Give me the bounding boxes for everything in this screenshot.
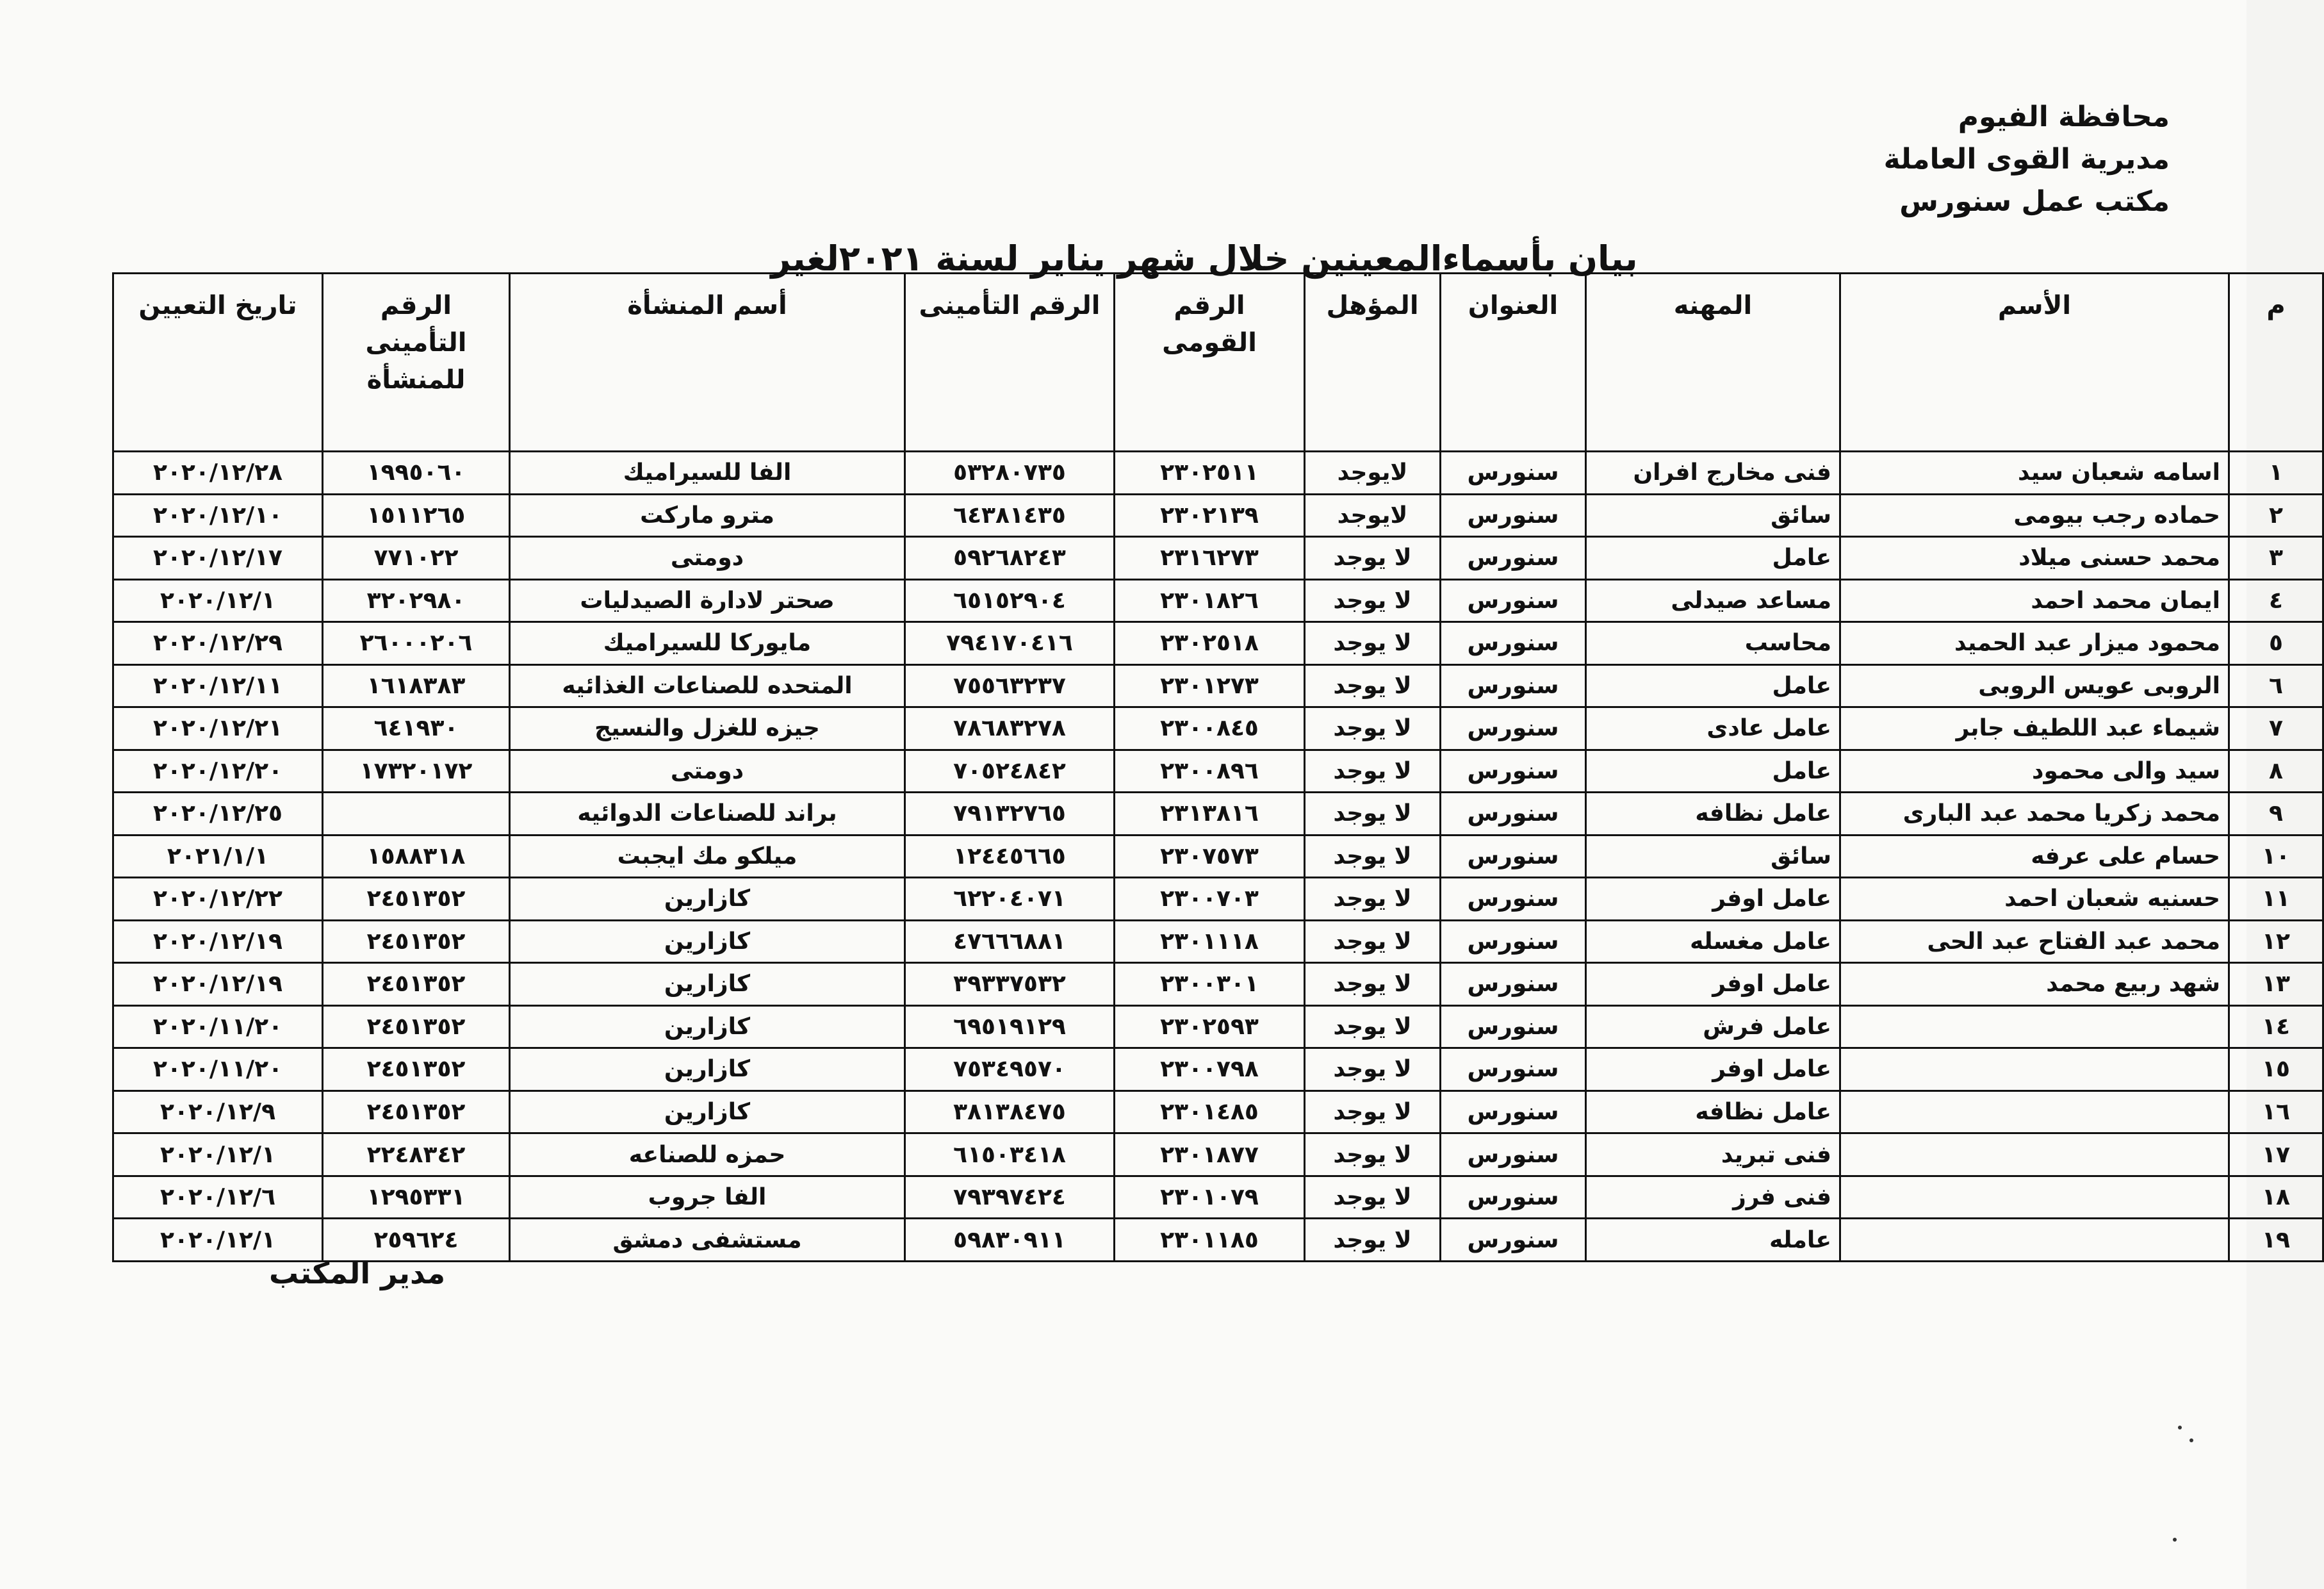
cell-num: ٩ — [2229, 793, 2323, 836]
cell-insurance-no: ٥٩٢٦٨٢٤٣ — [905, 537, 1115, 580]
cell-address: سنورس — [1441, 1048, 1586, 1091]
cell-job: عامل — [1586, 750, 1840, 793]
cell-qualification: لا يوجد — [1305, 1048, 1441, 1091]
col-header-firm-insurance: الرقم التأمينى للمنشأة — [323, 274, 510, 452]
cell-name — [1840, 1091, 2229, 1133]
table-row — [113, 664, 2323, 707]
cell-firm: كازارين — [510, 878, 905, 921]
cell-national-id: ٢٣١٣٨١٦ — [1115, 793, 1305, 836]
cell-address: سنورس — [1441, 878, 1586, 921]
cell-qualification: لا يوجد — [1305, 793, 1441, 836]
cell-hire-date: ٢٠٢٠/١١/٢٠ — [113, 1005, 323, 1048]
cell-hire-date: ٢٠٢٠/١٢/١٩ — [113, 920, 323, 963]
scan-speck — [2189, 1438, 2193, 1442]
cell-address: سنورس — [1441, 452, 1586, 495]
table-row — [113, 963, 2323, 1006]
cell-hire-date: ٢٠٢٠/١٢/١٩ — [113, 963, 323, 1006]
letterhead-governorate: محافظة الفيوم — [1958, 101, 2170, 133]
cell-address: سنورس — [1441, 1176, 1586, 1219]
cell-firm: كازارين — [510, 1048, 905, 1091]
cell-national-id: ٢٣٠٠٨٤٥ — [1115, 707, 1305, 750]
cell-firm-insurance: ١٩٩٥٠٦٠ — [323, 452, 510, 495]
cell-address: سنورس — [1441, 1091, 1586, 1133]
cell-firm: مايوركا للسيراميك — [510, 622, 905, 665]
cell-insurance-no: ٧٩١٣٢٧٦٥ — [905, 793, 1115, 836]
cell-firm: الفا جروب — [510, 1176, 905, 1219]
col-header-address: العنوان — [1441, 274, 1586, 452]
cell-insurance-no: ٣٩٣٣٧٥٣٢ — [905, 963, 1115, 1006]
table-row — [113, 537, 2323, 580]
col-header-num: م — [2229, 274, 2323, 452]
cell-insurance-no: ٥٩٨٣٠٩١١ — [905, 1219, 1115, 1262]
cell-firm-insurance: ٢٤٥١٣٥٢ — [323, 878, 510, 921]
cell-national-id: ٢٣٠٢١٣٩ — [1115, 494, 1305, 537]
cell-hire-date: ٢٠٢٠/١٢/٢٠ — [113, 750, 323, 793]
table-row — [113, 1219, 2323, 1262]
cell-insurance-no: ١٢٤٤٥٦٦٥ — [905, 835, 1115, 878]
cell-national-id: ٢٣٠٢٥٩٣ — [1115, 1005, 1305, 1048]
cell-num: ١٠ — [2229, 835, 2323, 878]
cell-num: ١٨ — [2229, 1176, 2323, 1219]
col-header-firm: أسم المنشأة — [510, 274, 905, 452]
cell-hire-date: ٢٠٢٠/١٢/١١ — [113, 664, 323, 707]
cell-name — [1840, 1048, 2229, 1091]
cell-national-id: ٢٣٠١٢٧٣ — [1115, 664, 1305, 707]
table-row — [113, 452, 2323, 495]
cell-insurance-no: ٧٠٥٢٤٨٤٢ — [905, 750, 1115, 793]
table-row — [113, 494, 2323, 537]
table-row — [113, 1005, 2323, 1048]
cell-name: شيماء عبد اللطيف جابر — [1840, 707, 2229, 750]
cell-national-id: ٢٣٠١٠٧٩ — [1115, 1176, 1305, 1219]
cell-firm: كازارين — [510, 920, 905, 963]
table-row — [113, 1091, 2323, 1133]
cell-firm-insurance: ٢٥٩٦٢٤ — [323, 1219, 510, 1262]
cell-hire-date: ٢٠٢٠/١٢/١ — [113, 1219, 323, 1262]
cell-firm: دومتى — [510, 750, 905, 793]
cell-firm-insurance: ١٢٩٥٣٣١ — [323, 1176, 510, 1219]
cell-job: مساعد صيدلى — [1586, 579, 1840, 622]
cell-job: فنى تبريد — [1586, 1133, 1840, 1176]
cell-num: ١١ — [2229, 878, 2323, 921]
col-header-insurance-no: الرقم التأمينى — [905, 274, 1115, 452]
table-row — [113, 878, 2323, 921]
letterhead-directorate: مديرية القوى العاملة — [1883, 143, 2170, 176]
cell-national-id: ٢٣٠٠٣٠١ — [1115, 963, 1305, 1006]
letterhead-office: مكتب عمل سنورس — [1899, 185, 2170, 218]
cell-num: ٨ — [2229, 750, 2323, 793]
cell-national-id: ٢٣٠٧٥٧٣ — [1115, 835, 1305, 878]
cell-name: اسامه شعبان سيد — [1840, 452, 2229, 495]
cell-name: محمد عبد الفتاح عبد الحى — [1840, 920, 2229, 963]
cell-firm: الفا للسيراميك — [510, 452, 905, 495]
cell-hire-date: ٢٠٢٠/١٢/١ — [113, 579, 323, 622]
cell-qualification: لا يوجد — [1305, 579, 1441, 622]
table-row — [113, 835, 2323, 878]
cell-address: سنورس — [1441, 622, 1586, 665]
cell-job: عامل — [1586, 664, 1840, 707]
cell-job: عامل عادى — [1586, 707, 1840, 750]
cell-job: فنى فرز — [1586, 1176, 1840, 1219]
cell-job: عامل اوفر — [1586, 878, 1840, 921]
cell-name: محمد حسنى ميلاد — [1840, 537, 2229, 580]
cell-address: سنورس — [1441, 494, 1586, 537]
cell-firm-insurance: ١٧٣٢٠١٧٢ — [323, 750, 510, 793]
cell-name: حماده رجب بيومى — [1840, 494, 2229, 537]
document-title: بيان بأسماءالمعينين خلال شهر يناير لسنة ٢٠٢١لغير — [771, 238, 1638, 279]
cell-address: سنورس — [1441, 963, 1586, 1006]
cell-num: ١٦ — [2229, 1091, 2323, 1133]
cell-job: سائق — [1586, 494, 1840, 537]
cell-num: ١ — [2229, 452, 2323, 495]
cell-firm-insurance: ٢٤٥١٣٥٢ — [323, 1048, 510, 1091]
cell-qualification: لا يوجد — [1305, 1219, 1441, 1262]
cell-firm: ميلكو مك ايجبت — [510, 835, 905, 878]
cell-insurance-no: ٦٥١٥٢٩٠٤ — [905, 579, 1115, 622]
cell-qualification: لا يوجد — [1305, 1176, 1441, 1219]
cell-insurance-no: ٦٩٥١٩١٢٩ — [905, 1005, 1115, 1048]
cell-national-id: ٢٣٠٢٥١٨ — [1115, 622, 1305, 665]
cell-num: ١٩ — [2229, 1219, 2323, 1262]
table-row — [113, 920, 2323, 963]
cell-firm: مستشفى دمشق — [510, 1219, 905, 1262]
cell-hire-date: ٢٠٢٠/١٢/٢١ — [113, 707, 323, 750]
cell-hire-date: ٢٠٢٠/١٢/١٧ — [113, 537, 323, 580]
cell-address: سنورس — [1441, 793, 1586, 836]
cell-address: سنورس — [1441, 579, 1586, 622]
cell-qualification: لايوجد — [1305, 494, 1441, 537]
cell-hire-date: ٢٠٢٠/١٢/٢٢ — [113, 878, 323, 921]
cell-hire-date: ٢٠٢٠/١٢/٦ — [113, 1176, 323, 1219]
col-header-name: الأسم — [1840, 274, 2229, 452]
cell-name: محمود ميزار عبد الحميد — [1840, 622, 2229, 665]
cell-job: عامله — [1586, 1219, 1840, 1262]
cell-hire-date: ٢٠٢٠/١٢/٩ — [113, 1091, 323, 1133]
cell-address: سنورس — [1441, 1005, 1586, 1048]
cell-qualification: لا يوجد — [1305, 920, 1441, 963]
table-row — [113, 1048, 2323, 1091]
cell-job: عامل اوفر — [1586, 1048, 1840, 1091]
cell-qualification: لا يوجد — [1305, 707, 1441, 750]
cell-hire-date: ٢٠٢٠/١٢/١٠ — [113, 494, 323, 537]
cell-name — [1840, 1176, 2229, 1219]
cell-insurance-no: ٧٥٣٤٩٥٧٠ — [905, 1048, 1115, 1091]
cell-num: ١٧ — [2229, 1133, 2323, 1176]
cell-address: سنورس — [1441, 835, 1586, 878]
cell-insurance-no: ٥٣٢٨٠٧٣٥ — [905, 452, 1115, 495]
cell-name: ايمان محمد احمد — [1840, 579, 2229, 622]
cell-num: ٤ — [2229, 579, 2323, 622]
cell-job: عامل فرش — [1586, 1005, 1840, 1048]
cell-national-id: ٢٣٠١١٨٥ — [1115, 1219, 1305, 1262]
cell-firm: دومتى — [510, 537, 905, 580]
cell-qualification: لا يوجد — [1305, 963, 1441, 1006]
cell-name: محمد زكريا محمد عبد البارى — [1840, 793, 2229, 836]
cell-qualification: لا يوجد — [1305, 1091, 1441, 1133]
table-row — [113, 707, 2323, 750]
cell-hire-date: ٢٠٢٠/١٢/٢٨ — [113, 452, 323, 495]
cell-insurance-no: ٣٨١٣٨٤٧٥ — [905, 1091, 1115, 1133]
table-row — [113, 622, 2323, 665]
scan-speck — [2178, 1426, 2182, 1429]
cell-firm-insurance: ٢٢٤٨٣٤٢ — [323, 1133, 510, 1176]
cell-hire-date: ٢٠٢٠/١٢/٢٩ — [113, 622, 323, 665]
cell-firm: كازارين — [510, 1005, 905, 1048]
cell-firm-insurance — [323, 793, 510, 836]
cell-address: سنورس — [1441, 750, 1586, 793]
cell-job: عامل نظافه — [1586, 1091, 1840, 1133]
cell-insurance-no: ٧٥٥٦٣٢٣٧ — [905, 664, 1115, 707]
cell-address: سنورس — [1441, 537, 1586, 580]
cell-firm-insurance: ٣٢٠٢٩٨٠ — [323, 579, 510, 622]
cell-qualification: لا يوجد — [1305, 1133, 1441, 1176]
table-header — [113, 274, 2323, 452]
cell-address: سنورس — [1441, 707, 1586, 750]
cell-name: سيد والى محمود — [1840, 750, 2229, 793]
cell-national-id: ٢٣٠١٨٢٦ — [1115, 579, 1305, 622]
cell-qualification: لا يوجد — [1305, 878, 1441, 921]
appointees-table — [112, 272, 2324, 1262]
cell-name — [1840, 1219, 2229, 1262]
cell-firm: جيزه للغزل والنسيج — [510, 707, 905, 750]
cell-num: ١٥ — [2229, 1048, 2323, 1091]
cell-firm: كازارين — [510, 1091, 905, 1133]
cell-job: فنى مخارج افران — [1586, 452, 1840, 495]
cell-address: سنورس — [1441, 664, 1586, 707]
cell-firm-insurance: ١٥١١٢٦٥ — [323, 494, 510, 537]
cell-insurance-no: ٦٤٣٨١٤٣٥ — [905, 494, 1115, 537]
cell-insurance-no: ٧٨٦٨٣٢٧٨ — [905, 707, 1115, 750]
cell-qualification: لا يوجد — [1305, 537, 1441, 580]
col-header-national-id: الرقم القومى — [1115, 274, 1305, 452]
cell-national-id: ٢٣١٦٢٧٣ — [1115, 537, 1305, 580]
col-header-job: المهنه — [1586, 274, 1840, 452]
cell-hire-date: ٢٠٢٠/١٢/١ — [113, 1133, 323, 1176]
cell-insurance-no: ٦١٥٠٣٤١٨ — [905, 1133, 1115, 1176]
letterhead — [1884, 96, 2170, 223]
table-row — [113, 1133, 2323, 1176]
cell-qualification: لا يوجد — [1305, 835, 1441, 878]
cell-firm-insurance: ٢٤٥١٣٥٢ — [323, 1091, 510, 1133]
cell-firm-insurance: ٦٤١٩٣٠ — [323, 707, 510, 750]
cell-firm-insurance: ٢٤٥١٣٥٢ — [323, 920, 510, 963]
col-header-hire-date: تاريخ التعيين — [113, 274, 323, 452]
cell-address: سنورس — [1441, 920, 1586, 963]
cell-num: ٥ — [2229, 622, 2323, 665]
cell-job: سائق — [1586, 835, 1840, 878]
cell-firm-insurance: ١٥٨٨٣١٨ — [323, 835, 510, 878]
cell-name: الروبى عويس الروبى — [1840, 664, 2229, 707]
cell-insurance-no: ٤٧٦٦٦٨٨١ — [905, 920, 1115, 963]
cell-national-id: ٢٣٠٠٧٩٨ — [1115, 1048, 1305, 1091]
cell-qualification: لا يوجد — [1305, 1005, 1441, 1048]
cell-num: ١٢ — [2229, 920, 2323, 963]
cell-num: ١٣ — [2229, 963, 2323, 1006]
scan-speck — [2173, 1538, 2177, 1542]
cell-firm: حمزه للصناعه — [510, 1133, 905, 1176]
cell-hire-date: ٢٠٢٠/١١/٢٠ — [113, 1048, 323, 1091]
cell-firm-insurance: ٢٤٥١٣٥٢ — [323, 963, 510, 1006]
cell-address: سنورس — [1441, 1219, 1586, 1262]
cell-qualification: لا يوجد — [1305, 622, 1441, 665]
cell-qualification: لا يوجد — [1305, 750, 1441, 793]
cell-firm-insurance: ٢٤٥١٣٥٢ — [323, 1005, 510, 1048]
header-row — [113, 274, 2323, 452]
cell-qualification: لا يوجد — [1305, 664, 1441, 707]
cell-num: ٣ — [2229, 537, 2323, 580]
cell-address: سنورس — [1441, 1133, 1586, 1176]
cell-job: عامل — [1586, 537, 1840, 580]
cell-name — [1840, 1133, 2229, 1176]
cell-job: محاسب — [1586, 622, 1840, 665]
cell-insurance-no: ٧٩٣٩٧٤٢٤ — [905, 1176, 1115, 1219]
cell-firm: صحتر لادارة الصيدليات — [510, 579, 905, 622]
cell-job: عامل نظافه — [1586, 793, 1840, 836]
cell-firm-insurance: ١٦١٨٣٨٣ — [323, 664, 510, 707]
cell-insurance-no: ٦٢٢٠٤٠٧١ — [905, 878, 1115, 921]
cell-num: ٢ — [2229, 494, 2323, 537]
cell-national-id: ٢٣٠٠٧٠٣ — [1115, 878, 1305, 921]
cell-hire-date: ٢٠٢١/١/١ — [113, 835, 323, 878]
cell-firm-insurance: ٢٦٠٠٠٢٠٦ — [323, 622, 510, 665]
cell-hire-date: ٢٠٢٠/١٢/٢٥ — [113, 793, 323, 836]
cell-firm: المتحده للصناعات الغذائيه — [510, 664, 905, 707]
cell-firm: براند للصناعات الدوائيه — [510, 793, 905, 836]
table-body — [113, 452, 2323, 1262]
table-row — [113, 1176, 2323, 1219]
office-manager-signature-label: مدير المكتب — [269, 1256, 446, 1290]
cell-name — [1840, 1005, 2229, 1048]
cell-num: ٦ — [2229, 664, 2323, 707]
table-row — [113, 579, 2323, 622]
cell-national-id: ٢٣٠١٤٨٥ — [1115, 1091, 1305, 1133]
cell-firm-insurance: ٧٧١٠٢٢ — [323, 537, 510, 580]
cell-num: ٧ — [2229, 707, 2323, 750]
cell-firm: كازارين — [510, 963, 905, 1006]
table-row — [113, 750, 2323, 793]
col-header-qualification: المؤهل — [1305, 274, 1441, 452]
cell-national-id: ٢٣٠٠٨٩٦ — [1115, 750, 1305, 793]
cell-num: ١٤ — [2229, 1005, 2323, 1048]
cell-name: حسنيه شعبان احمد — [1840, 878, 2229, 921]
cell-job: عامل مغسله — [1586, 920, 1840, 963]
cell-job: عامل اوفر — [1586, 963, 1840, 1006]
cell-national-id: ٢٣٠١٨٧٧ — [1115, 1133, 1305, 1176]
cell-national-id: ٢٣٠٢٥١١ — [1115, 452, 1305, 495]
cell-qualification: لايوجد — [1305, 452, 1441, 495]
cell-national-id: ٢٣٠١١١٨ — [1115, 920, 1305, 963]
cell-name: شهد ربيع محمد — [1840, 963, 2229, 1006]
table-row — [113, 793, 2323, 836]
cell-name: حسام على عرفه — [1840, 835, 2229, 878]
cell-insurance-no: ٧٩٤١٧٠٤١٦ — [905, 622, 1115, 665]
cell-firm: مترو ماركت — [510, 494, 905, 537]
